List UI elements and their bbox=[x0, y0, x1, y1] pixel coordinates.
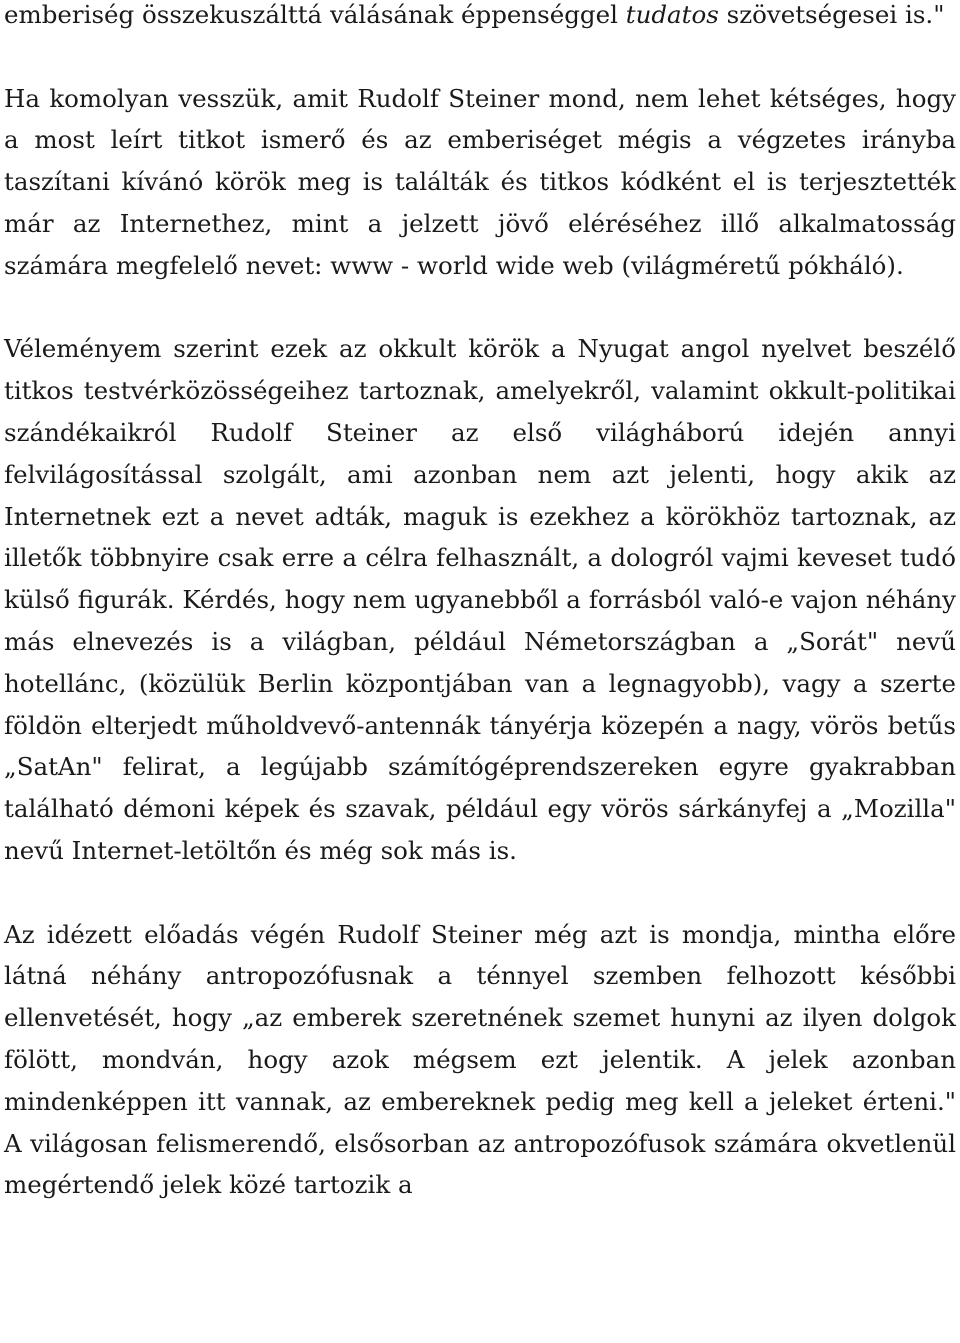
paragraph-gap bbox=[4, 287, 956, 329]
paragraph-gap bbox=[4, 36, 956, 78]
paragraph-gap bbox=[4, 872, 956, 914]
paragraph-lecture-end: Az idézett előadás végén Rudolf Steiner még azt is mondja, mintha előre látná néhány antropozófusnak a ténnyel szemben felhozott későbbi ellenvetését, hogy „az emberek szeretnének szemet hunyni az ilyen dolgok fölött, mondván, hogy azok mégsem ezt jelentik. A jelek azonban mindenképpen itt vannak, az embereknek pedig meg kell a jeleket érteni." A világosan felismerendő, elsősorban az antropozófusok számára okvetlenül megértendő jelek közé tartozik a bbox=[4, 919, 956, 1200]
paragraph-occult-circles: Véleményem szerint ezek az okkult körök a Nyugat angol nyelvet beszélő titkos testvérközösségeihez tartoznak, amelyekről, valamint okkult-politikai szándékaikról Rudolf Steiner az első világháború idején annyi felvilágosítással szolgált, ami azonban nem azt jelenti, hogy akik az Internetnek ezt a nevet adták, maguk is ezekhez a körökhöz tartoznak, az illetők többnyire csak erre a célra felhasznált, a dologról vajmi keveset tudó külső figurák. Kérdés, hogy nem ugyanebből a forrásból való-e vajon néhány más elnevezés is a világban, például Németországban a „Sorát" nevű hotellánc, (közülük Berlin központjában van a legnagyobb), vagy a szerte földön elterjedt műholdvevő-antennák tányérja közepén a nagy, vörös betűs „SatAn" felirat, a legújabb számítógéprendszereken egyre gyakrabban található démoni képek és szavak, például egy vörös sárkányfej a „Mozilla" nevű Internet-letöltőn és még sok más is. bbox=[4, 334, 956, 865]
text-segment: emberiség összekuszálttá válásának éppenséggel bbox=[4, 0, 626, 29]
text-segment: szövetségesei is." bbox=[718, 0, 945, 29]
emphasized-word: tudatos bbox=[625, 0, 719, 29]
paragraph-www: Ha komolyan vesszük, amit Rudolf Steiner mond, nem lehet kétséges, hogy a most leírt titkot ismerő és az emberiséget mégis a végzetes irányba taszítani kívánó körök meg is találták és titkos kódként el is terjesztették már az Internethez, mint a jelzett jövő eléréséhez illő alkalmatosság számára megfelelő nevet: www - world wide web (világméretű pókháló). bbox=[4, 83, 956, 280]
paragraph-continuation bbox=[4, 0, 956, 36]
